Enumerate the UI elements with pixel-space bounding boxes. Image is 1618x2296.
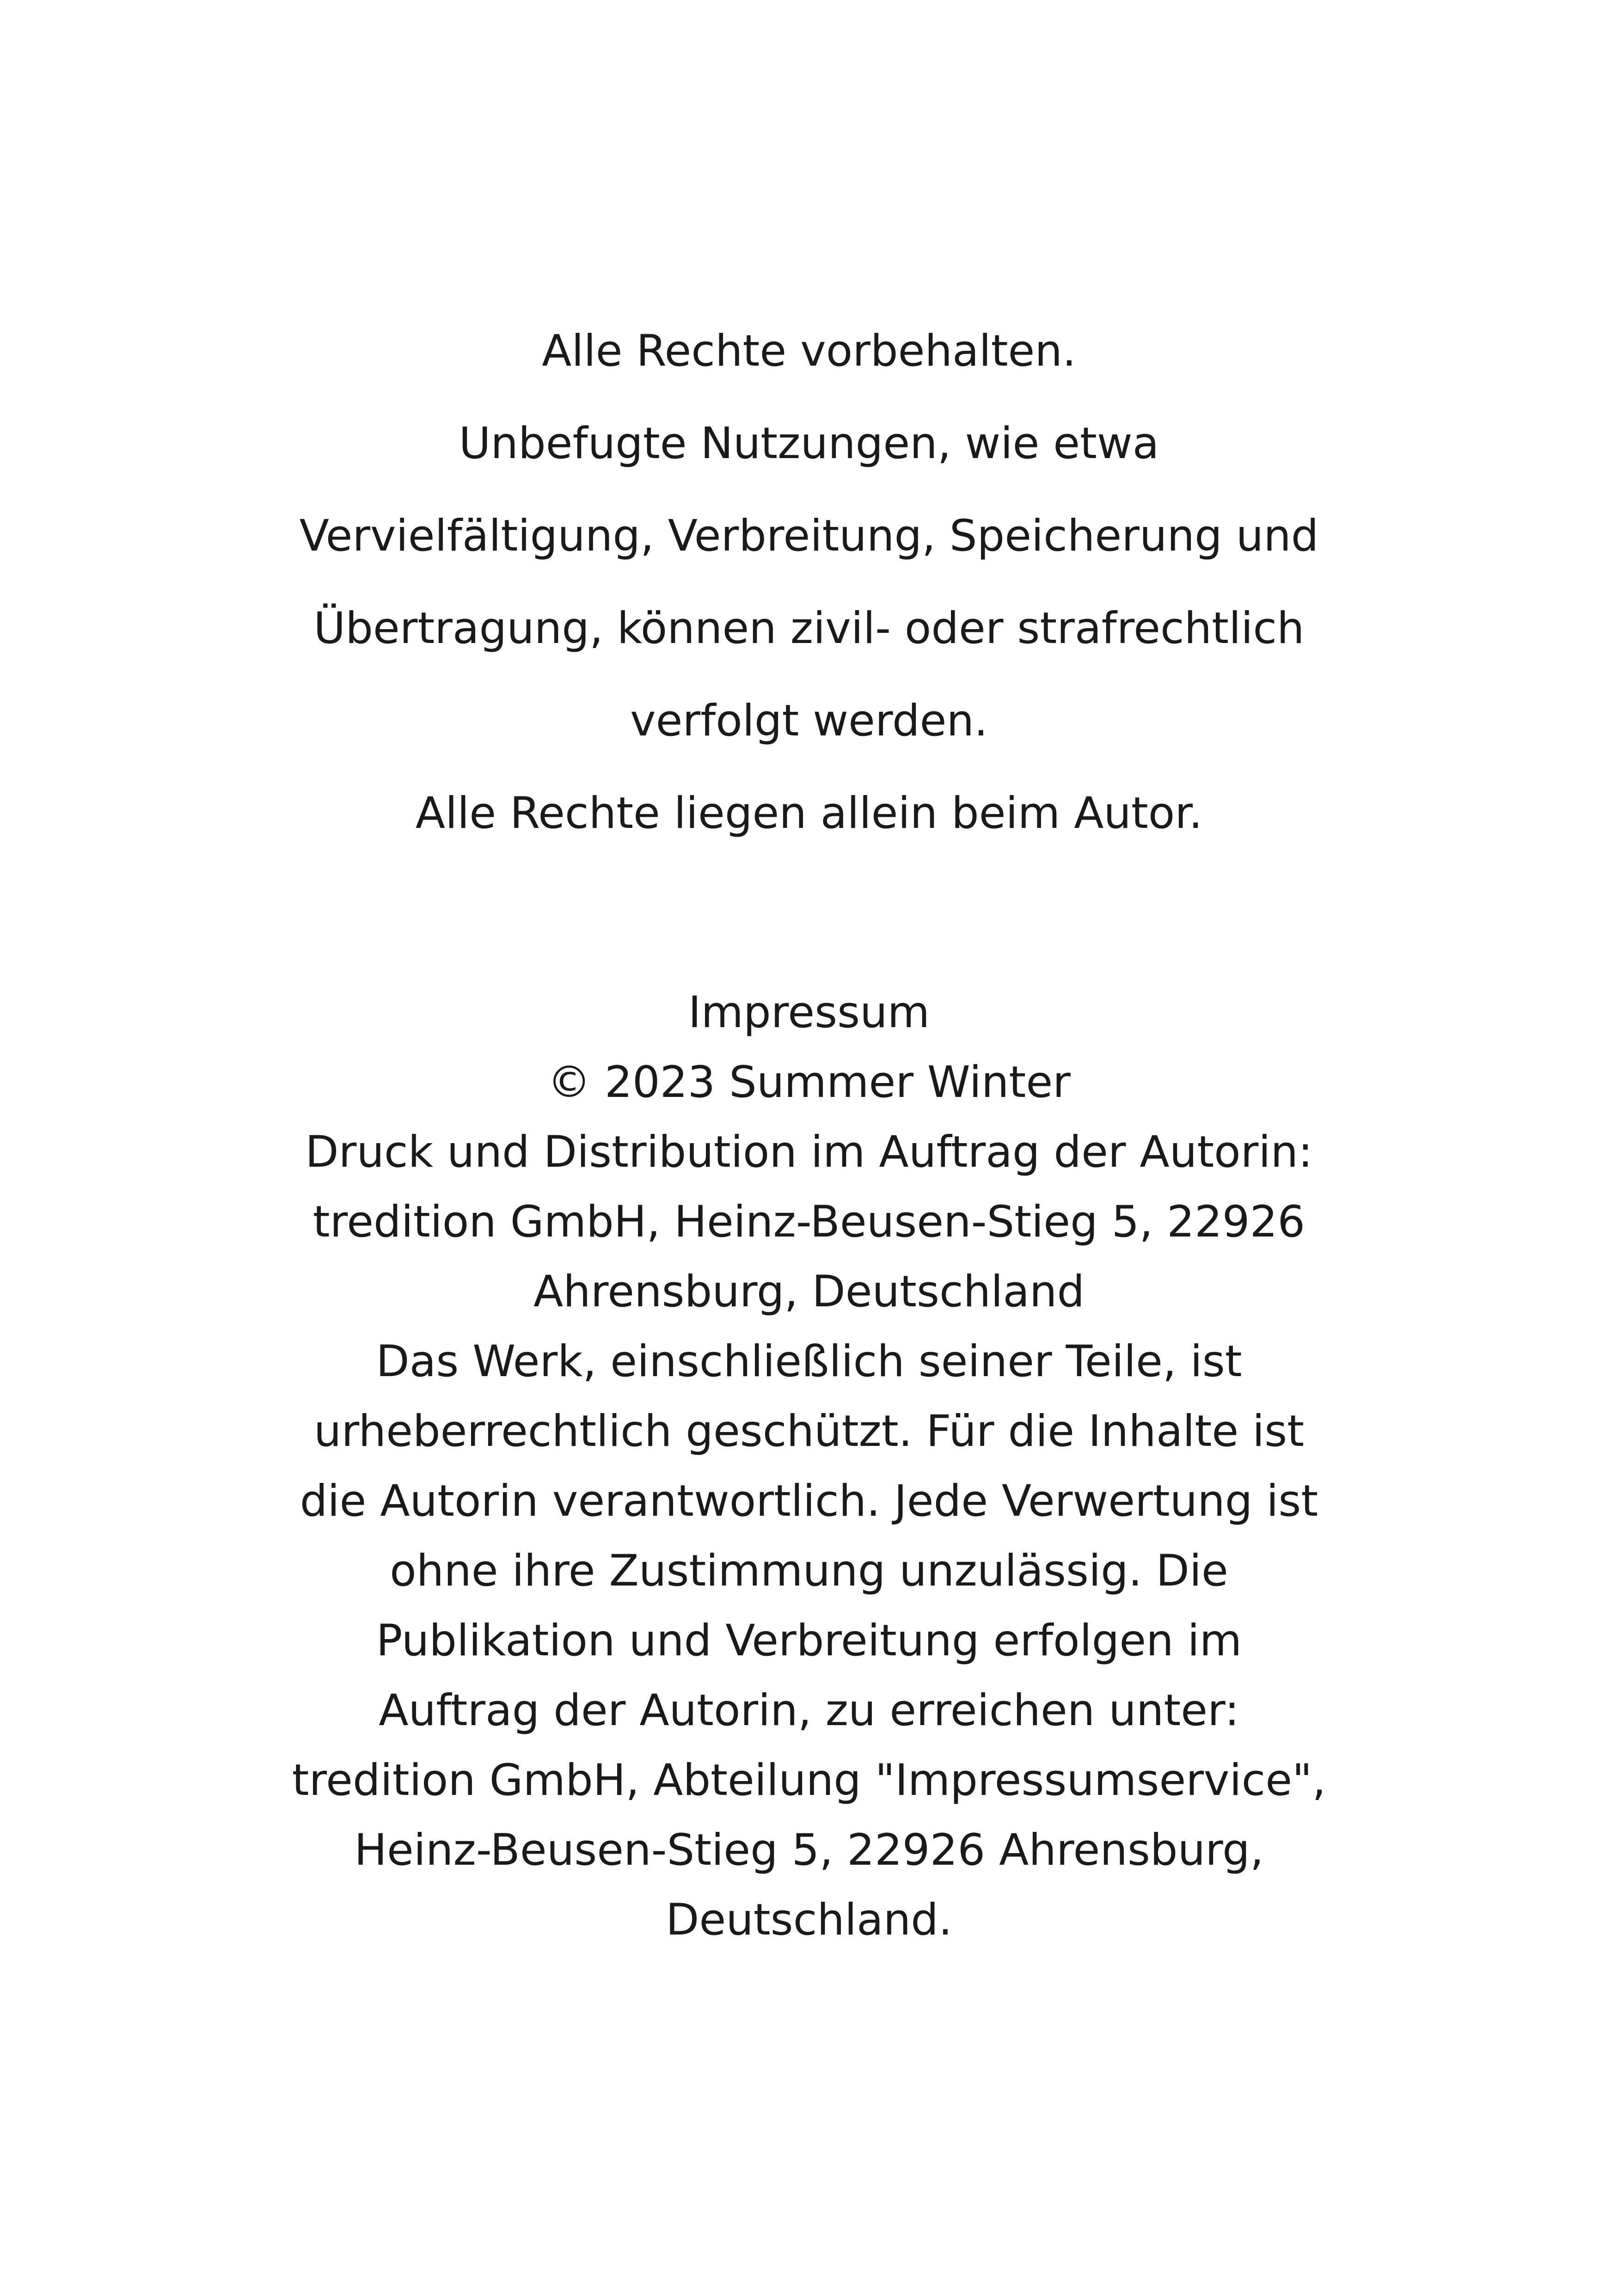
imprint-heading: Impressum	[688, 987, 930, 1038]
imprint-line: Das Werk, einschließlich seiner Teile, ist	[376, 1336, 1242, 1387]
imprint-line: die Autorin verantwortlich. Jede Verwertung ist	[300, 1476, 1318, 1526]
rights-line: Vervielfältigung, Verbreitung, Speicherung und	[299, 511, 1319, 561]
imprint-line: Ahrensburg, Deutschland	[533, 1267, 1085, 1317]
rights-line: Unbefugte Nutzungen, wie etwa	[459, 418, 1159, 469]
imprint-line: Publikation und Verbreitung erfolgen im	[376, 1616, 1242, 1666]
rights-notice	[208, 305, 1410, 860]
copyright-line: © 2023 Summer Winter	[547, 1057, 1071, 1108]
imprint-line: urheberrechtlich geschützt. Für die Inhalte ist	[313, 1406, 1305, 1457]
imprint-line: Deutschland.	[666, 1895, 952, 1945]
imprint-line: Druck und Distribution im Auftrag der Autorin:	[305, 1127, 1313, 1177]
rights-line: Alle Rechte liegen allein beim Autor.	[415, 788, 1203, 839]
rights-line: verfolgt werden.	[630, 696, 988, 746]
imprint-line: tredition GmbH, Abteilung "Impressumservice",	[292, 1755, 1326, 1806]
imprint-line: Auftrag der Autorin, zu erreichen unter:	[379, 1685, 1239, 1736]
rights-line: Alle Rechte vorbehalten.	[542, 326, 1076, 376]
rights-line: Übertragung, können zivil- oder strafrechtlich	[313, 603, 1305, 654]
imprint-line: ohne ihre Zustimmung unzulässig. Die	[390, 1546, 1228, 1596]
imprint-line: Heinz-Beusen-Stieg 5, 22926 Ahrensburg,	[354, 1825, 1264, 1875]
imprint-block	[208, 978, 1410, 1955]
imprint-line: tredition GmbH, Heinz-Beusen-Stieg 5, 22926	[313, 1197, 1305, 1247]
